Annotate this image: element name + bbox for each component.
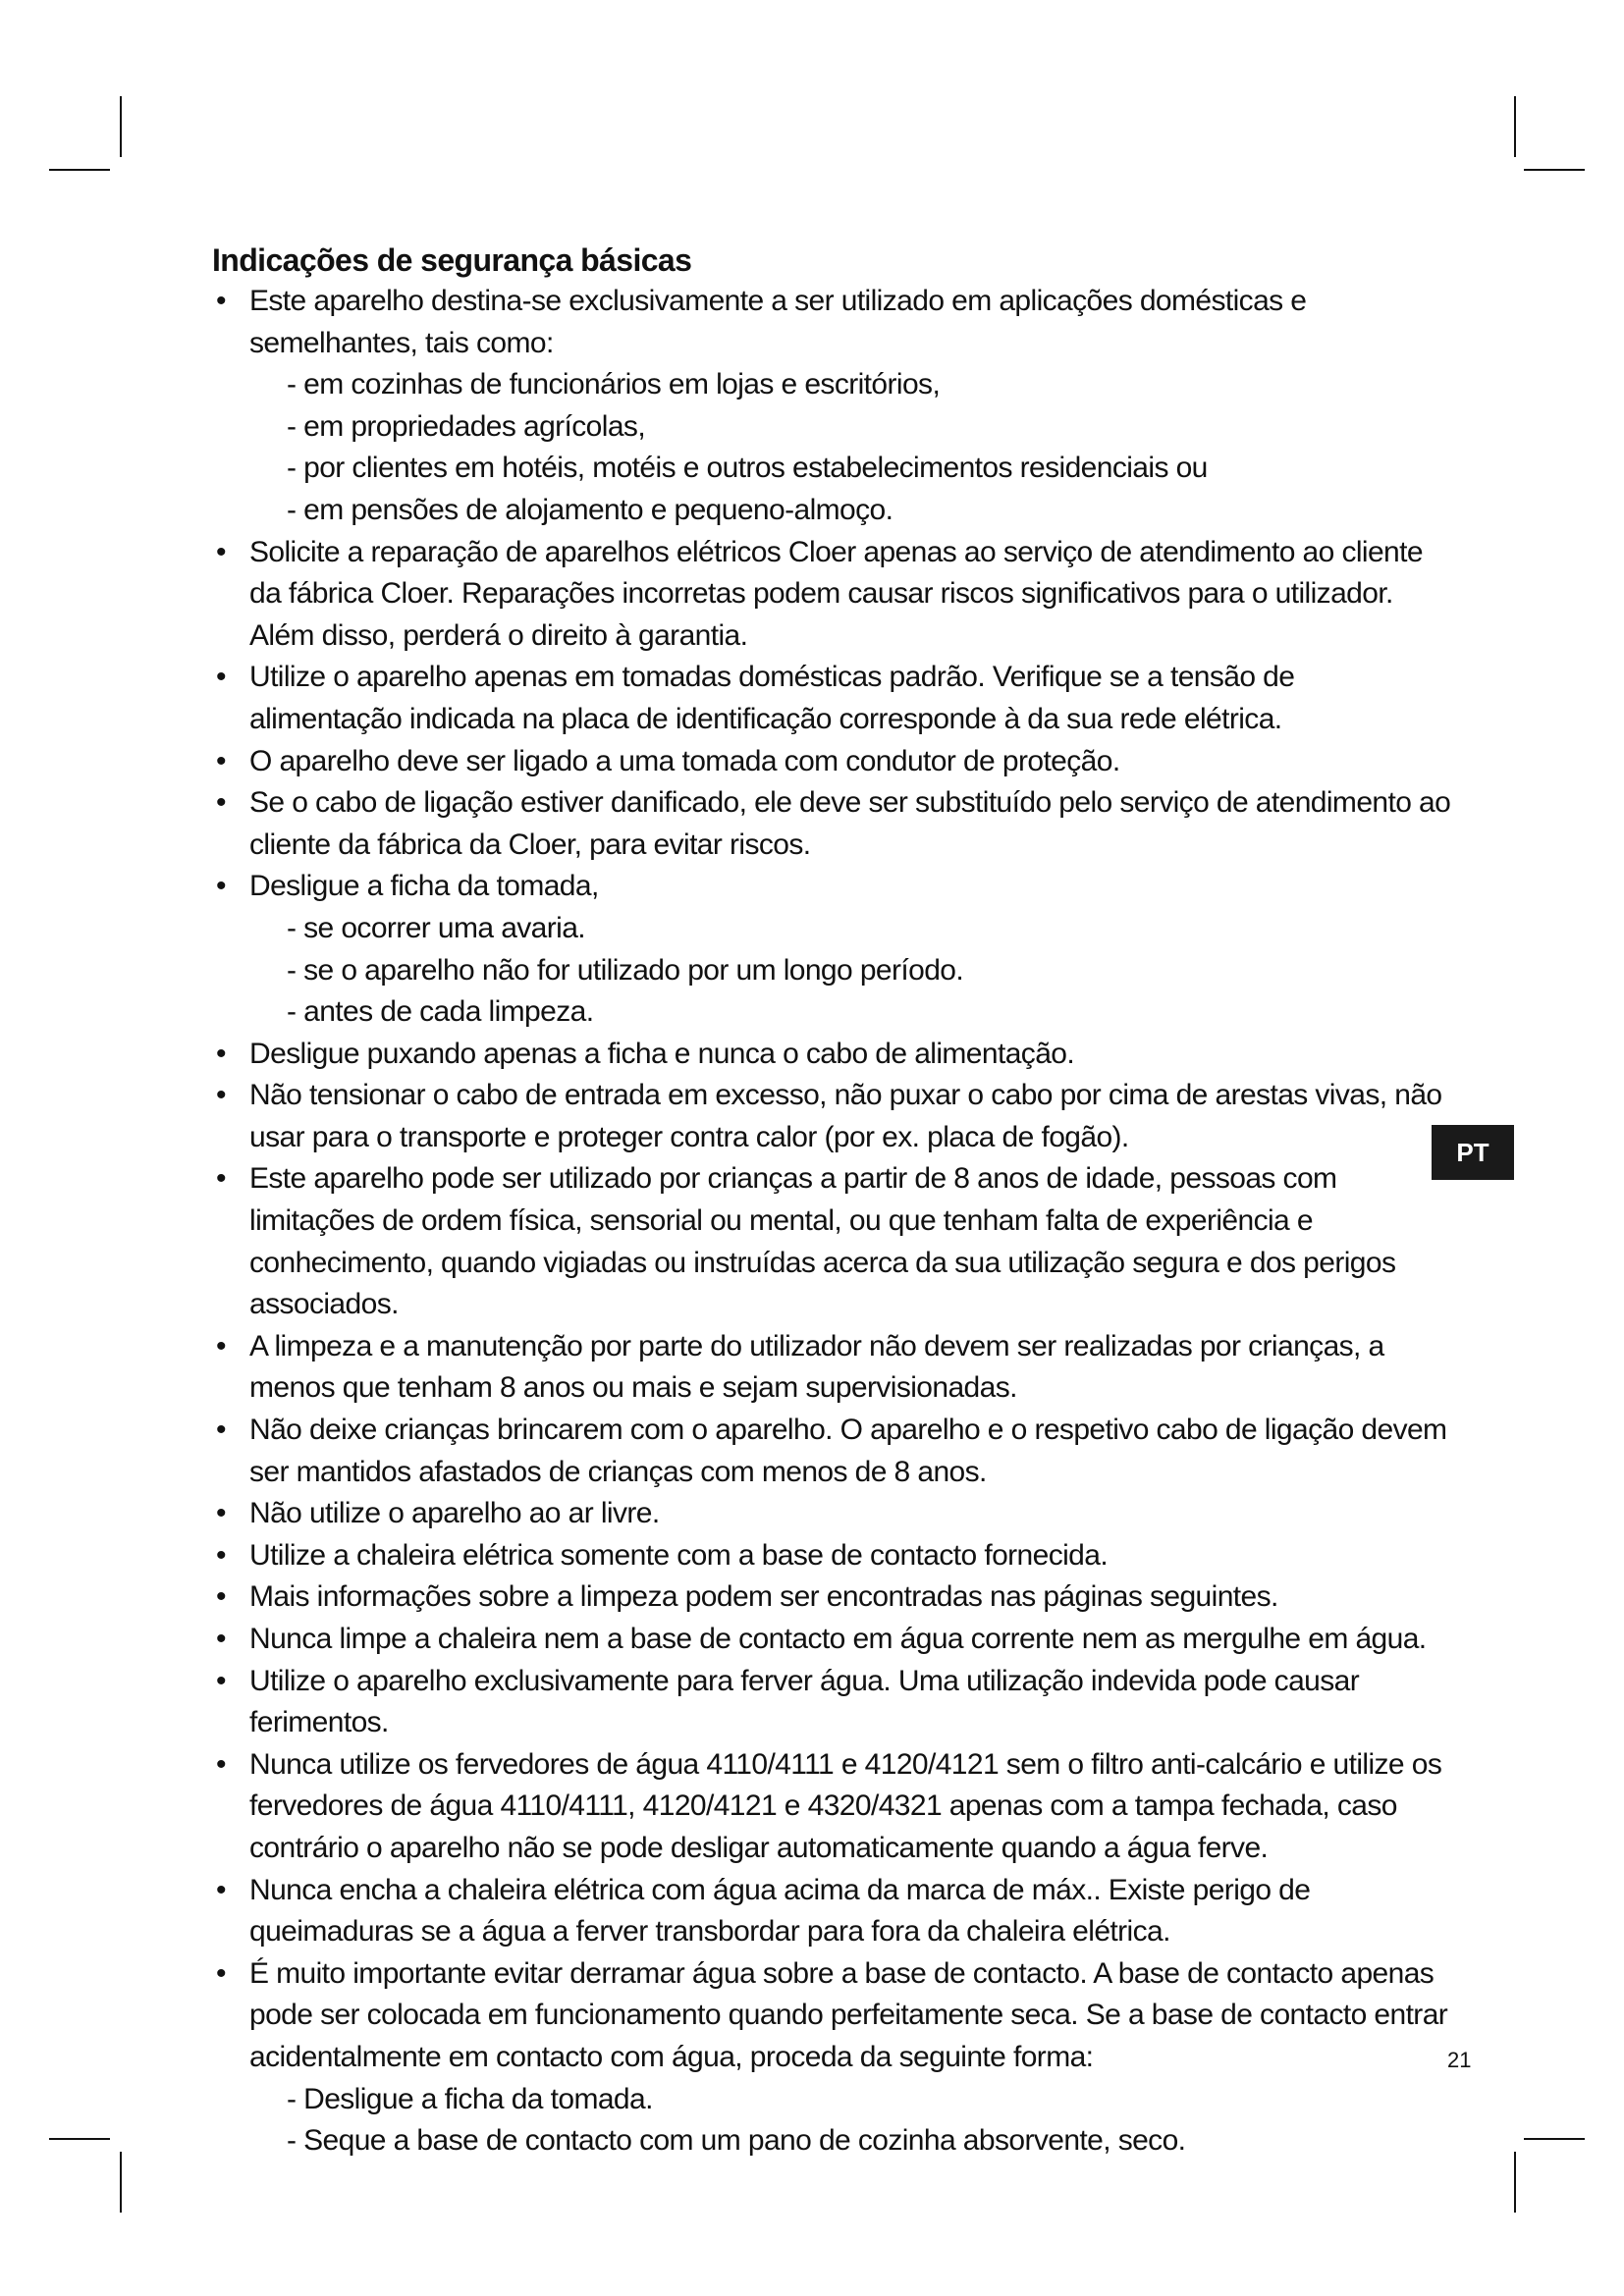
sub-list	[249, 2079, 1451, 2163]
list-item-text: • Não deixe crianças brincarem com o aparelho. O aparelho e o respetivo cabo de ligação devem ser mantidos afastados de crianças com menos de 8 anos.	[249, 1414, 1447, 1488]
list-item-text: • Nunca utilize os fervedores de água 4110/4111 e 4120/4121 sem o filtro anti-calcário e utilize os fervedores de água 4110/4111, 4120/4121 e 4320/4321 apenas com a tampa fechada, caso contrário o aparelho não se pode desligar automaticamente quando a água ferve.	[249, 1747, 1442, 1864]
list-item-text: • Utilize o aparelho exclusivamente para ferver água. Uma utilização indevida pode causar ferimentos.	[249, 1664, 1360, 1739]
list-item	[212, 1953, 1451, 2163]
language-tab: PT	[1432, 1125, 1514, 1180]
list-item-text: • Solicite a reparação de aparelhos elétricos Cloer apenas ao serviço de atendimento ao cliente da fábrica Cloer. Reparações incorretas podem causar riscos significativos para o utilizador. Além disso, perderá o direito à garantia.	[249, 535, 1423, 652]
list-item	[212, 1034, 1451, 1076]
list-item	[212, 1075, 1451, 1158]
list-item-text: • É muito importante evitar derramar água sobre a base de contacto. A base de contacto apenas pode ser colocada em funcionamento quando perfeitamente seca. Se a base de contacto entrar acidentalmente em contacto com água, proceda da seguinte forma:	[249, 1956, 1448, 2073]
sub-list-item: - se o aparelho não for utilizado por um longo período.	[287, 953, 964, 987]
list-item	[212, 866, 1451, 1033]
crop-mark	[120, 2152, 122, 2213]
page-number: 21	[1447, 2048, 1472, 2072]
list-item-text: • A limpeza e a manutenção por parte do utilizador não devem ser realizadas por crianças, a menos que tenham 8 anos ou mais e sejam supervisionadas.	[249, 1329, 1384, 1405]
sub-list-item: - se ocorrer uma avaria.	[287, 911, 586, 944]
list-item	[212, 657, 1451, 740]
list-item	[212, 1619, 1451, 1661]
list-item	[212, 1326, 1451, 1410]
list-item-text: • Mais informações sobre a limpeza podem ser encontradas nas páginas seguintes.	[249, 1580, 1278, 1614]
crop-mark	[1514, 96, 1516, 157]
safety-instructions	[212, 240, 1451, 2163]
sub-list-item: - em pensões de alojamento e pequeno-almoço.	[287, 493, 893, 526]
list-item-text: • Nunca limpe a chaleira nem a base de contacto em água corrente nem as mergulhe em água.	[249, 1623, 1427, 1655]
sub-list-item: - Seque a base de contacto com um pano de cozinha absorvente, seco.	[287, 2124, 1186, 2158]
list-item	[212, 281, 1451, 532]
list-item	[212, 1410, 1451, 1493]
list-item	[212, 741, 1451, 783]
list-item	[212, 1576, 1451, 1619]
crop-mark	[49, 169, 110, 171]
list-item	[212, 782, 1451, 866]
list-item-text: • Não tensionar o cabo de entrada em excesso, não puxar o cabo por cima de arestas vivas, não usar para o transporte e proteger contra calor (por ex. placa de fogão).	[249, 1079, 1442, 1153]
list-item-text: • Utilize o aparelho apenas em tomadas domésticas padrão. Verifique se a tensão de alimentação indicada na placa de identificação corresponde à da sua rede elétrica.	[249, 661, 1295, 735]
sub-list-item: - antes de cada limpeza.	[287, 995, 594, 1029]
list-item	[212, 1744, 1451, 1870]
list-item-text: • Este aparelho destina-se exclusivamente a ser utilizado em aplicações domésticas e semelhantes, tais como:	[249, 285, 1307, 359]
section-heading: Indicações de segurança básicas	[212, 242, 692, 278]
sub-list	[249, 364, 1451, 531]
list-item-text: • Nunca encha a chaleira elétrica com água acima da marca de máx.. Existe perigo de queimaduras se a água a ferver transbordar para fora da chaleira elétrica.	[249, 1873, 1311, 1949]
instruction-list	[212, 281, 1451, 2163]
sub-list-item: - em cozinhas de funcionários em lojas e escritórios,	[287, 368, 941, 401]
list-item-text: • O aparelho deve ser ligado a uma tomada com condutor de proteção.	[249, 744, 1120, 777]
sub-list-item: - Desligue a ficha da tomada.	[287, 2082, 653, 2115]
list-item	[212, 1493, 1451, 1535]
list-item-text: • Se o cabo de ligação estiver danificado, ele deve ser substituído pelo serviço de atendimento ao cliente da fábrica da Cloer, para evitar riscos.	[249, 786, 1451, 861]
crop-mark	[120, 96, 122, 157]
list-item-text: • Este aparelho pode ser utilizado por crianças a partir de 8 anos de idade, pessoas com limitações de ordem física, sensorial ou mental, ou que tenham falta de experiência e conhecimento, quando vigiadas ou instruídas acerca da sua utilização segura e dos perigos associados.	[249, 1162, 1396, 1321]
list-item-text: • Utilize a chaleira elétrica somente com a base de contacto fornecida.	[249, 1538, 1109, 1572]
list-item	[212, 532, 1451, 658]
crop-mark	[49, 2138, 110, 2140]
sub-list	[249, 908, 1451, 1034]
list-item-text: • Desligue a ficha da tomada,	[249, 870, 599, 903]
list-item-text: • Desligue puxando apenas a ficha e nunca o cabo de alimentação.	[249, 1037, 1075, 1070]
sub-list-item: - por clientes em hotéis, motéis e outros estabelecimentos residenciais ou	[287, 452, 1208, 485]
list-item-text: • Não utilize o aparelho ao ar livre.	[249, 1497, 660, 1530]
list-item	[212, 1870, 1451, 1953]
crop-mark	[1524, 169, 1585, 171]
sub-list-item: - em propriedades agrícolas,	[287, 409, 646, 443]
crop-mark	[1514, 2152, 1516, 2213]
list-item	[212, 1158, 1451, 1325]
crop-mark	[1524, 2138, 1585, 2140]
list-item	[212, 1535, 1451, 1577]
list-item	[212, 1661, 1451, 1744]
